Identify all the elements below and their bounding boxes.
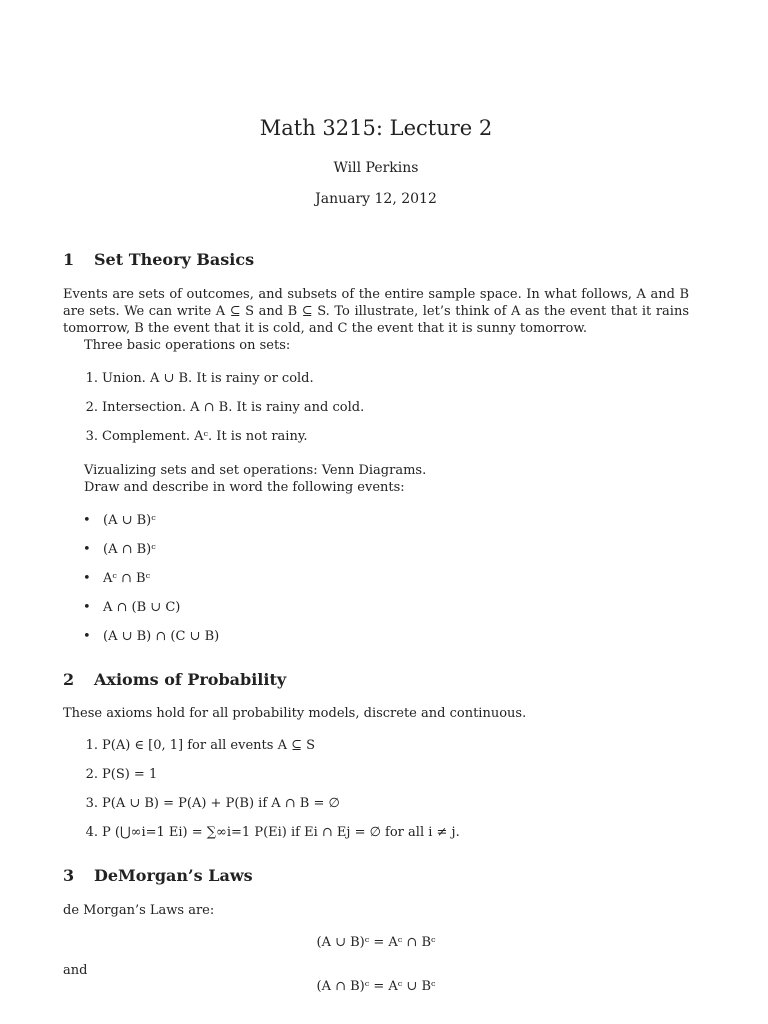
list-item-text: (A ∩ B)ᶜ (103, 542, 156, 557)
list-item (83, 628, 219, 645)
list-item (78, 428, 308, 445)
list-item-text: P(A) ∈ [0, 1] for all events A ⊆ S (102, 738, 316, 753)
list-item (83, 599, 180, 616)
lecture-page (63, 0, 689, 1024)
list-item-text: P(S) = 1 (102, 767, 158, 782)
demorgan-equation-2: (A ∩ B)ᶜ = Aᶜ ∪ Bᶜ (316, 979, 436, 994)
bullet-icon: • (83, 629, 91, 644)
list-marker: 1. (85, 371, 98, 386)
demorgan-equation-1: (A ∪ B)ᶜ = Aᶜ ∩ Bᶜ (316, 935, 436, 950)
list-item (78, 737, 315, 754)
section-title: Axioms of Probability (94, 670, 287, 689)
list-marker: 3. (85, 429, 98, 444)
section-title: DeMorgan’s Laws (94, 866, 253, 885)
list-item-text: Union. A ∪ B. It is rainy or cold. (102, 371, 314, 386)
bullet-icon: • (83, 513, 91, 528)
section-2-intro: These axioms hold for all probability models, discrete and continuous. (63, 706, 527, 721)
bullet-icon: • (83, 542, 91, 557)
list-marker: 1. (85, 738, 98, 753)
list-item-text: A ∩ (B ∪ C) (103, 600, 181, 615)
list-item (78, 399, 364, 416)
list-item (78, 370, 314, 387)
list-item-text: Complement. Aᶜ. It is not rainy. (102, 429, 308, 444)
list-marker: 3. (85, 796, 98, 811)
list-item-text: (A ∪ B) ∩ (C ∪ B) (103, 629, 220, 644)
document-author: Will Perkins (333, 160, 419, 176)
list-item-text: (A ∪ B)ᶜ (103, 513, 156, 528)
list-item (83, 512, 156, 529)
list-item-text: P(A ∪ B) = P(A) + P(B) if A ∩ B = ∅ (102, 796, 340, 811)
section-2-heading (63, 669, 286, 691)
list-item-text: Intersection. A ∩ B. It is rainy and cold. (102, 400, 365, 415)
list-item (78, 766, 157, 783)
list-item (83, 541, 156, 558)
operations-intro: Three basic operations on sets: (84, 338, 291, 353)
section-3-heading (63, 865, 253, 887)
list-marker: 4. (85, 825, 98, 840)
section-number: 1 (63, 250, 75, 269)
bullet-icon: • (83, 600, 91, 615)
bullet-icon: • (83, 571, 91, 586)
document-title: Math 3215: Lecture 2 (259, 116, 493, 140)
list-marker: 2. (85, 767, 98, 782)
section-number: 2 (63, 670, 75, 689)
venn-line-1: Vizualizing sets and set operations: Venn Diagrams. (84, 463, 427, 478)
list-item-text: P (⋃∞i=1 Ei) = ∑∞i=1 P(Ei) if Ei ∩ Ej = ∅ for all i ≠ j. (102, 825, 460, 840)
section-3-intro: de Morgan’s Laws are: (63, 903, 215, 918)
section-1-heading (63, 249, 254, 271)
document-date: January 12, 2012 (315, 191, 437, 207)
list-marker: 2. (85, 400, 98, 415)
connector-text: and (63, 963, 88, 978)
list-item (83, 570, 150, 587)
section-title: Set Theory Basics (94, 250, 255, 269)
list-item-text: Aᶜ ∩ Bᶜ (103, 571, 151, 586)
section-number: 3 (63, 866, 75, 885)
list-item (78, 795, 340, 812)
list-item (78, 824, 460, 841)
venn-line-2: Draw and describe in word the following events: (84, 480, 405, 495)
section-1-intro: Events are sets of outcomes, and subsets of the entire sample space. In what follows, A and B are sets. We can write A ⊆ S and B ⊆ S. To illustrate, let’s think of A as the event that it rains tomorrow, B the event that it is cold, and C the event that it is sunny tomorrow. (63, 287, 689, 336)
